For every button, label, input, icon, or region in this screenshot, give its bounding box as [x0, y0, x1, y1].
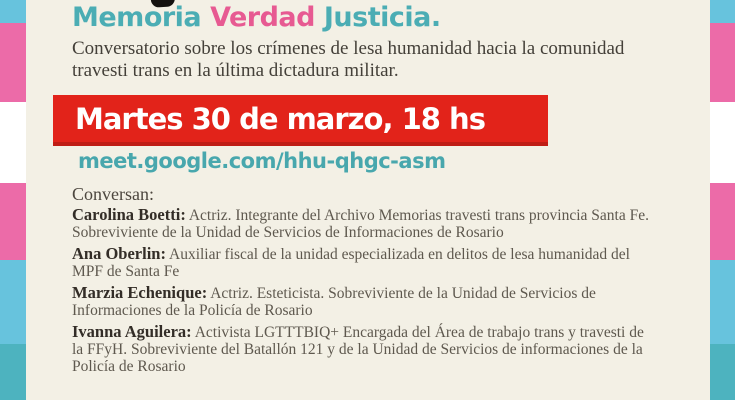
- event-description: Conversatorio sobre los crímenes de lesa humanidad hacia la comunidad travesti trans en la última dictadura militar.: [72, 38, 625, 81]
- list-item: [72, 206, 650, 241]
- speaker-description: Activista LGTTTBIQ+ Encargada del Área de trabajo trans y travesti de la FFyH. Sobreviviente del Batallón 121 y de la Unidad de Servicios de informaciones de la Policía de Rosario: [72, 324, 644, 375]
- stripe-segment: [710, 23, 735, 102]
- trans-flag-stripe-right: [710, 0, 735, 400]
- list-item: [72, 284, 650, 319]
- speaker-description: Auxiliar fiscal de la unidad especializada en delitos de lesa humanidad del MPF de Santa Fe: [72, 246, 630, 280]
- title-word-justicia: Justicia.: [323, 2, 441, 33]
- speaker-name: Ana Oberlin:: [72, 244, 166, 263]
- stripe-segment: [710, 0, 735, 23]
- stripe-segment: [0, 183, 26, 260]
- speaker-name: Carolina Boetti:: [72, 205, 186, 224]
- speaker-name: Ivanna Aguilera:: [72, 322, 192, 341]
- stripe-segment: [710, 260, 735, 344]
- speakers-list: [72, 206, 650, 379]
- date-banner: [53, 95, 548, 146]
- title-word-memoria: Memoria: [72, 2, 202, 33]
- page-title: [72, 2, 441, 33]
- stripe-segment: [0, 102, 26, 183]
- list-item: [72, 323, 650, 375]
- speakers-heading: Conversan:: [72, 184, 154, 204]
- stripe-segment: [0, 344, 26, 400]
- meet-link[interactable]: meet.google.com/hhu-qhgc-asm: [78, 149, 446, 173]
- date-banner-text: Martes 30 de marzo, 18 hs: [75, 101, 485, 136]
- trans-flag-stripe-left: [0, 0, 26, 400]
- stripe-segment: [0, 0, 26, 23]
- stripe-segment: [710, 344, 735, 400]
- list-item: [72, 245, 650, 280]
- title-word-verdad: Verdad: [210, 2, 315, 33]
- stripe-segment: [0, 260, 26, 344]
- stripe-segment: [710, 183, 735, 260]
- stripe-segment: [0, 23, 26, 102]
- speaker-description: Actriz. Esteticista. Sobreviviente de la Unidad de Servicios de Informaciones de la Policía de Rosario: [72, 285, 596, 319]
- speaker-description: Actriz. Integrante del Archivo Memorias travesti trans provincia Santa Fe. Sobreviviente de la Unidad de Servicios de Informaciones de Rosario: [72, 207, 649, 241]
- speaker-name: Marzia Echenique:: [72, 283, 208, 302]
- stripe-segment: [710, 102, 735, 183]
